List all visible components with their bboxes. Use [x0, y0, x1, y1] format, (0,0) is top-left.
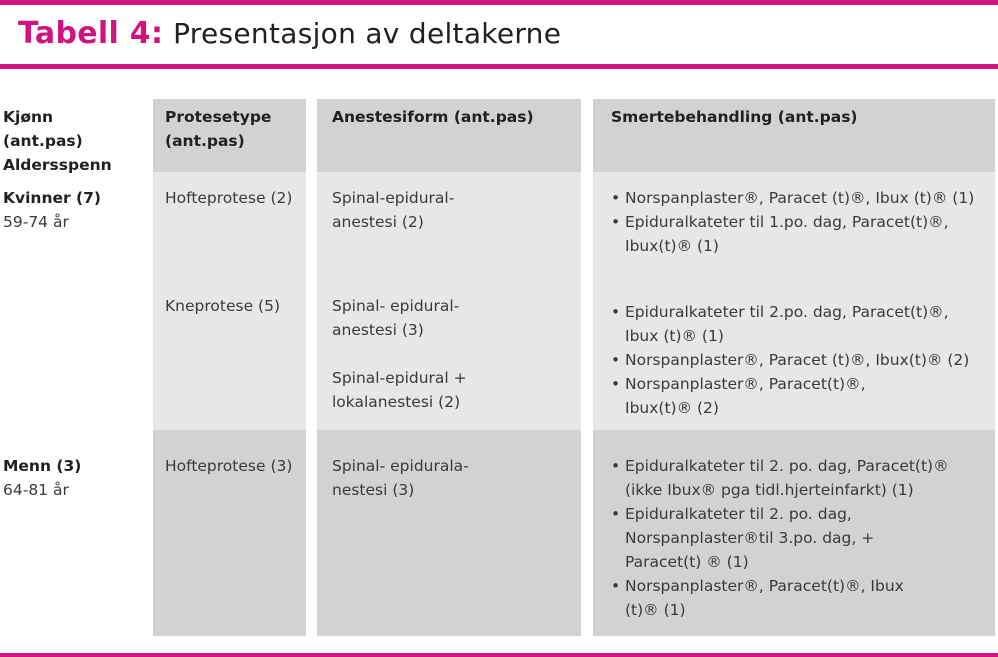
list-item: • Norspanplaster®, Paracet (t)®, Ibux (t)® (1): [611, 186, 983, 210]
list-item: • Norspanplaster®, Paracet(t)®, Ibux (t)® (1): [611, 574, 905, 622]
group-name: Menn (3): [3, 457, 82, 475]
list-item: • Norspanplaster®, Paracet(t)®, Ibux(t)® (2): [611, 372, 905, 420]
list-item: • Epiduralkateter til 2.po. dag, Paracet(t)®, Ibux (t)® (1): [611, 300, 965, 348]
anesthesia-value: Spinal-epidural-anestesi (2): [332, 189, 455, 231]
group-cell-women: [0, 172, 150, 280]
list-item: • Epiduralkateter til 1.po. dag, Paracet(t)®, Ibux(t)® (1): [611, 210, 965, 258]
group-cell-men: [0, 430, 150, 636]
group-age: 64-81 år: [3, 481, 69, 499]
group-name: Kvinner (7): [3, 189, 102, 207]
table-row-prosthesis: [153, 430, 306, 636]
anesthesia-value: Spinal- epidurala-nestesi (3): [332, 457, 469, 499]
table-title-text: Presentasjon av deltakerne: [173, 17, 562, 50]
anesthesia-value: Spinal- epidural-anestesi (3): [332, 297, 460, 339]
prosthesis-value: Hofteprotese (2): [165, 189, 293, 207]
list-item: • Epiduralkateter til 2. po. dag, Norspanplaster®til 3.po. dag, + Paracet(t) ® (1): [611, 502, 905, 574]
bottom-rule: [0, 653, 998, 657]
anesthesia-value: Spinal-epidural + lokalanestesi (2): [332, 369, 467, 411]
table-row-prosthesis: [153, 280, 306, 430]
table-row-pain: [593, 172, 995, 280]
list-item: • Norspanplaster®, Paracet (t)®, Ibux(t)® (2): [611, 348, 983, 372]
prosthesis-value: Kneprotese (5): [165, 297, 280, 315]
header-group-line1: Kjønn (ant.pas): [3, 108, 83, 150]
header-group-line2: Aldersspenn: [3, 156, 112, 174]
header-pain: Smertebehandling (ant.pas): [593, 99, 995, 172]
prosthesis-value: Hofteprotese (3): [165, 457, 293, 475]
header-prosthesis: Protesetype (ant.pas): [153, 99, 306, 172]
title-underline-rule: [0, 64, 998, 69]
header-group: [0, 99, 150, 172]
table-row-pain: [593, 430, 995, 636]
group-age: 59-74 år: [3, 213, 69, 231]
table-row-pain: [593, 280, 995, 430]
table-row-anesthesia: [317, 280, 581, 430]
list-item: • Epiduralkateter til 2. po. dag, Paracet(t)® (ikke Ibux® pga tidl.hjerteinfarkt) (1): [611, 454, 975, 502]
group-cell-spacer: [0, 280, 150, 430]
table-row-anesthesia: [317, 172, 581, 280]
table-title: [18, 14, 561, 54]
header-anesthesia: Anestesiform (ant.pas): [317, 99, 581, 172]
table-title-label: Tabell 4:: [18, 16, 164, 51]
top-rule: [0, 0, 998, 5]
table-row-anesthesia: [317, 430, 581, 636]
table-row-prosthesis: [153, 172, 306, 280]
